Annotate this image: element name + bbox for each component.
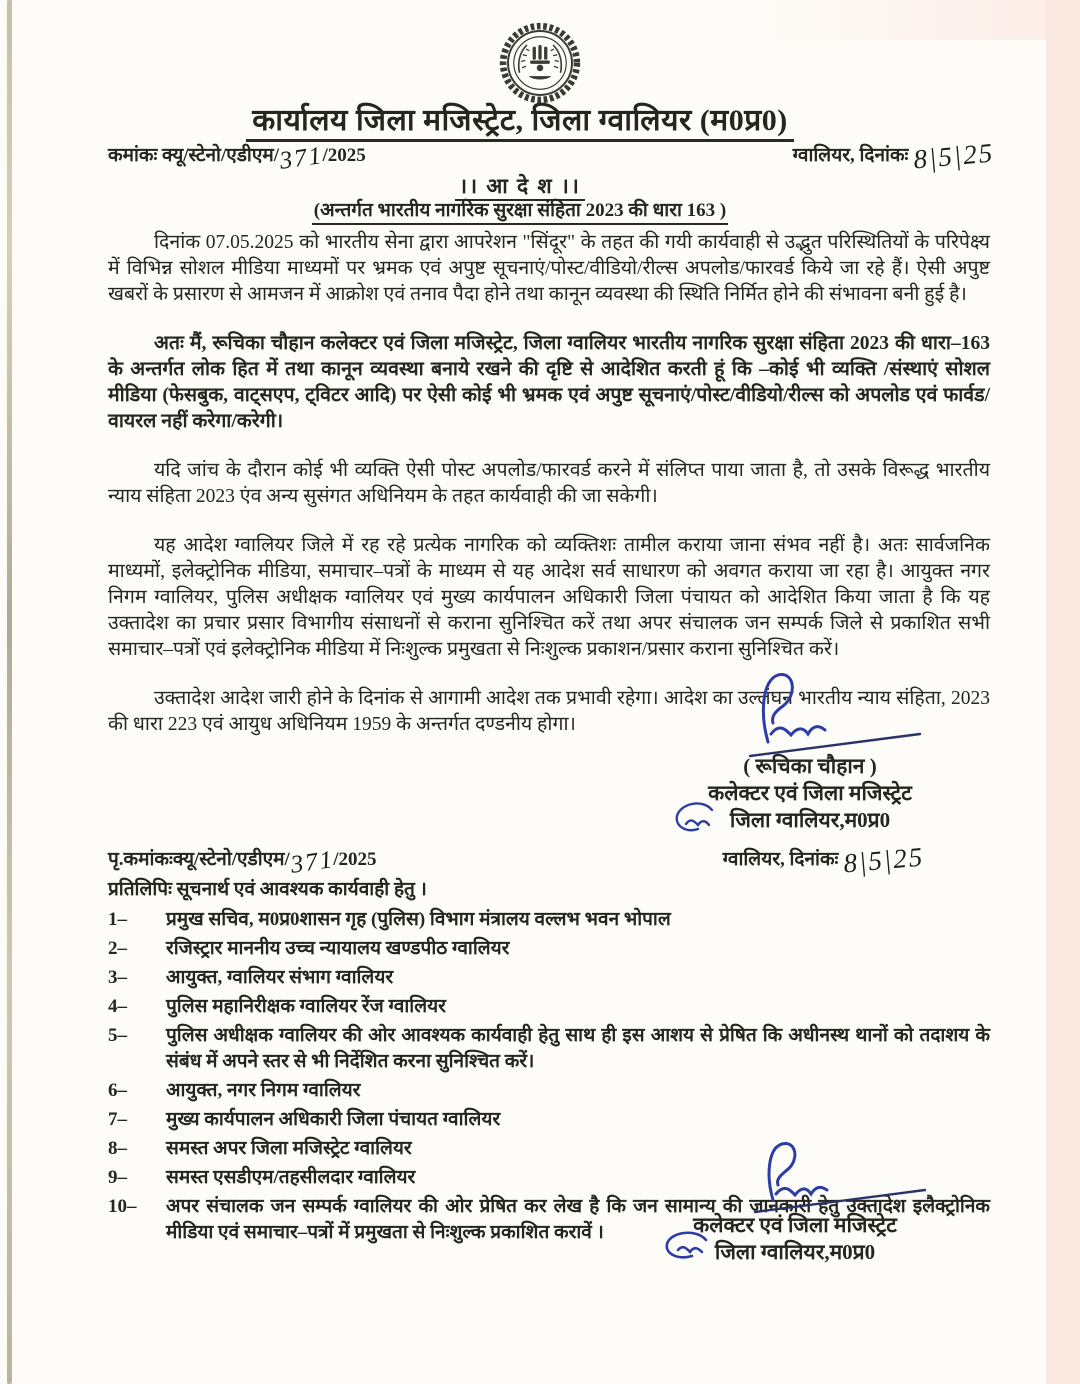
endorsement-reference-line [108, 841, 994, 879]
paragraph-4: यह आदेश ग्वालियर जिले में रह रहे प्रत्येक नागरिक को व्यक्तिशः तामील कराया जाना संभव नहीं है। अतः सार्वजनिक माध्यमों, इलेक्ट्रोनिक मीडिया, समाचार–पत्रों के माध्यम से यह आदेश सर्व साधारण को अवगत कराया जा रहा है। आयुक्त नगर निगम ग्वालियर, पुलिस अधीक्षक ग्वालियर एवं मुख्य कार्यपालन अधिकारी जिला पंचायत को आदेशित किया जाता है कि यह उक्तादेश का प्रचार प्रसार विभागीय संसाधनों से कराना सुनिश्चित करें तथा अपर संचालक जन सम्पर्क जिले से प्रकाशित सभी समाचार–पत्रों एवं इलेक्ट्रोनिक मीडिया में निःशुल्क प्रमुखता से निःशुल्क प्रकाशन/प्रसार कराना सुनिश्चित करें। [108, 535, 990, 660]
copy-to-line: प्रतिलिपिः सूचनार्थ एवं आवश्यक कार्यवाही हेतु । [108, 879, 427, 900]
list-item: 10– अपर संचालक जन सम्पर्क ग्वालियर की ओर प्रेषित कर लेख है कि जन सामान्य की जानकारी हेतु उक्तादेश इलैक्ट्रोनिक मीडिया एवं समाचार–पत्रों में प्रमुखता से निःशुल्क प्रकाशित करावें । [108, 1196, 990, 1243]
list-item: 7– मुख्य कार्यपालन अधिकारी जिला पंचायत ग्वालियर [108, 1109, 501, 1130]
handwritten-date: 8|5|25 [912, 137, 996, 175]
list-item: 2– रजिस्ट्रार माननीय उच्च न्यायालय खण्डपीठ ग्वालियर [108, 938, 510, 959]
paragraph-5: उक्तादेश आदेश जारी होने के दिनांक से आगामी आदेश तक प्रभावी रहेगा। आदेश का उल्लंघन भारतीय न्याय संहिता, 2023 की धारा 223 एवं आयुध अधिनियम 1959 के अन्तर्गत दण्डनीय होगा। [108, 688, 990, 735]
signatory-title: कलेक्टर एवं जिला मजिस्ट्रेट [693, 1213, 897, 1237]
mp-government-emblem-icon [499, 22, 581, 109]
scan-right-edge [1046, 0, 1080, 1384]
handwritten-endorsement-date: 8|5|25 [842, 841, 926, 879]
signature-block-2 [645, 1150, 945, 1266]
list-item: 5– पुलिस अधीक्षक ग्वालियर की ओर आवश्यक कार्यवाही हेतु साथ ही इस आशय से प्रेषित कि अधीनस्थ थानों को तदाशय के संबंध में अपने स्तर से भी निर्देशित करना सुनिश्चित करें। [108, 1025, 990, 1072]
list-item: 9– समस्त एसडीएम/तहसीलदार ग्वालियर [108, 1167, 416, 1188]
endorsement-place-date: ग्वालियर, दिनांकः 8|5|25 [722, 841, 926, 879]
reference-number: कमांकः क्यू/स्टेनो/एडीएम/371/2025 [108, 142, 366, 175]
list-item: 6– आयुक्त, नगर निगम ग्वालियर [108, 1080, 361, 1101]
handwritten-endorsement-ref-number: 371 [288, 846, 336, 879]
paragraph-2: अतः मैं, रूचिका चौहान कलेक्टर एवं जिला मजिस्ट्रेट, जिला ग्वालियर भारतीय नागरिक सुरक्षा संहिता 2023 की धारा–163 के अन्तर्गत लोक हित में तथा कानून व्यवस्था बनाये रखने की दृष्टि से आदेशित करती हूं कि –कोई भी व्यक्ति /संस्थाएं सोशल मीडिया (फेसबुक, वाट्सएप, ट्विटर आदि) पर ऐसी कोई भी भ्रमक एवं अपुष्ट सूचनाएं/पोस्ट/वीडियो/रील्स को अपलोड एवं फार्वड/वायरल नहीं करेगा/करेगी। [108, 333, 990, 432]
endorsement-reference-number: पृ.कमांकःक्यू/स्टेनो/एडीएम/371/2025 [108, 846, 377, 879]
signatory-district: जिला ग्वालियर,म0प्र0 [714, 1240, 876, 1264]
signatory-district: जिला ग्वालियर,म0प्र0 [729, 808, 891, 832]
signatory-name: ( रूचिका चौहान ) [743, 754, 877, 778]
signature-block-1 [660, 672, 960, 834]
order-heading: ।। आ दे श ।। [0, 172, 1040, 200]
list-item: 1– प्रमुख सचिव, म0प्र0शासन गृह (पुलिस) विभाग मंत्रालय वल्लभ भवन भोपाल [108, 909, 671, 930]
office-title-text: कार्यालय जिला मजिस्ट्रेट, जिला ग्वालियर (म0प्र0) [246, 104, 794, 142]
list-item: 8– समस्त अपर जिला मजिस्ट्रेट ग्वालियर [108, 1138, 412, 1159]
paragraph-3: यदि जांच के दौरान कोई भी व्यक्ति ऐसी पोस्ट अपलोड/फारवर्ड करने में संलिप्त पाया जाता है, तो उसके विरूद्ध भारतीय न्याय संहिता 2023 एंव अन्य सुसंगत अधिनियम के तहत कार्यवाही की जा सकेगी। [108, 460, 990, 507]
handwritten-ref-number: 371 [277, 142, 325, 175]
place-and-date: ग्वालियर, दिनांकः 8|5|25 [792, 137, 996, 175]
list-item: 4– पुलिस महानिरीक्षक ग्वालियर रेंज ग्वालियर [108, 996, 446, 1017]
signatory-title: कलेक्टर एवं जिला मजिस्ट्रेट [708, 781, 912, 805]
office-title [0, 98, 1040, 139]
paragraph-1: दिनांक 07.05.2025 को भारतीय सेना द्वारा आपरेशन "सिंदूर" के तहत की गयी कार्यवाही से उद्भुत परिस्थितियों के परिपेक्ष्य में विभिन्न सोशल मीडिया माध्यमों पर भ्रमक एवं अपुष्ट सूचनाएं/पोस्ट/वीडियो/रील्स अपलोड/फारवर्ड किये जा रहे हैं। ऐसी अपुष्ट खबरों के प्रसारण से आमजन में आक्रोश एवं तनाव पैदा होने तथा कानून व्यवस्था की स्थिति निर्मित होने की संभावना बनी हुई है। [108, 232, 990, 305]
order-subheading: (अन्तर्गत भारतीय नागरिक सुरक्षा संहिता 2023 की धारा 163 ) [0, 196, 1040, 222]
reference-line [108, 137, 996, 175]
scan-top-tint [746, 0, 1046, 40]
list-item: 3– आयुक्त, ग्वालियर संभाग ग्वालियर [108, 967, 394, 988]
